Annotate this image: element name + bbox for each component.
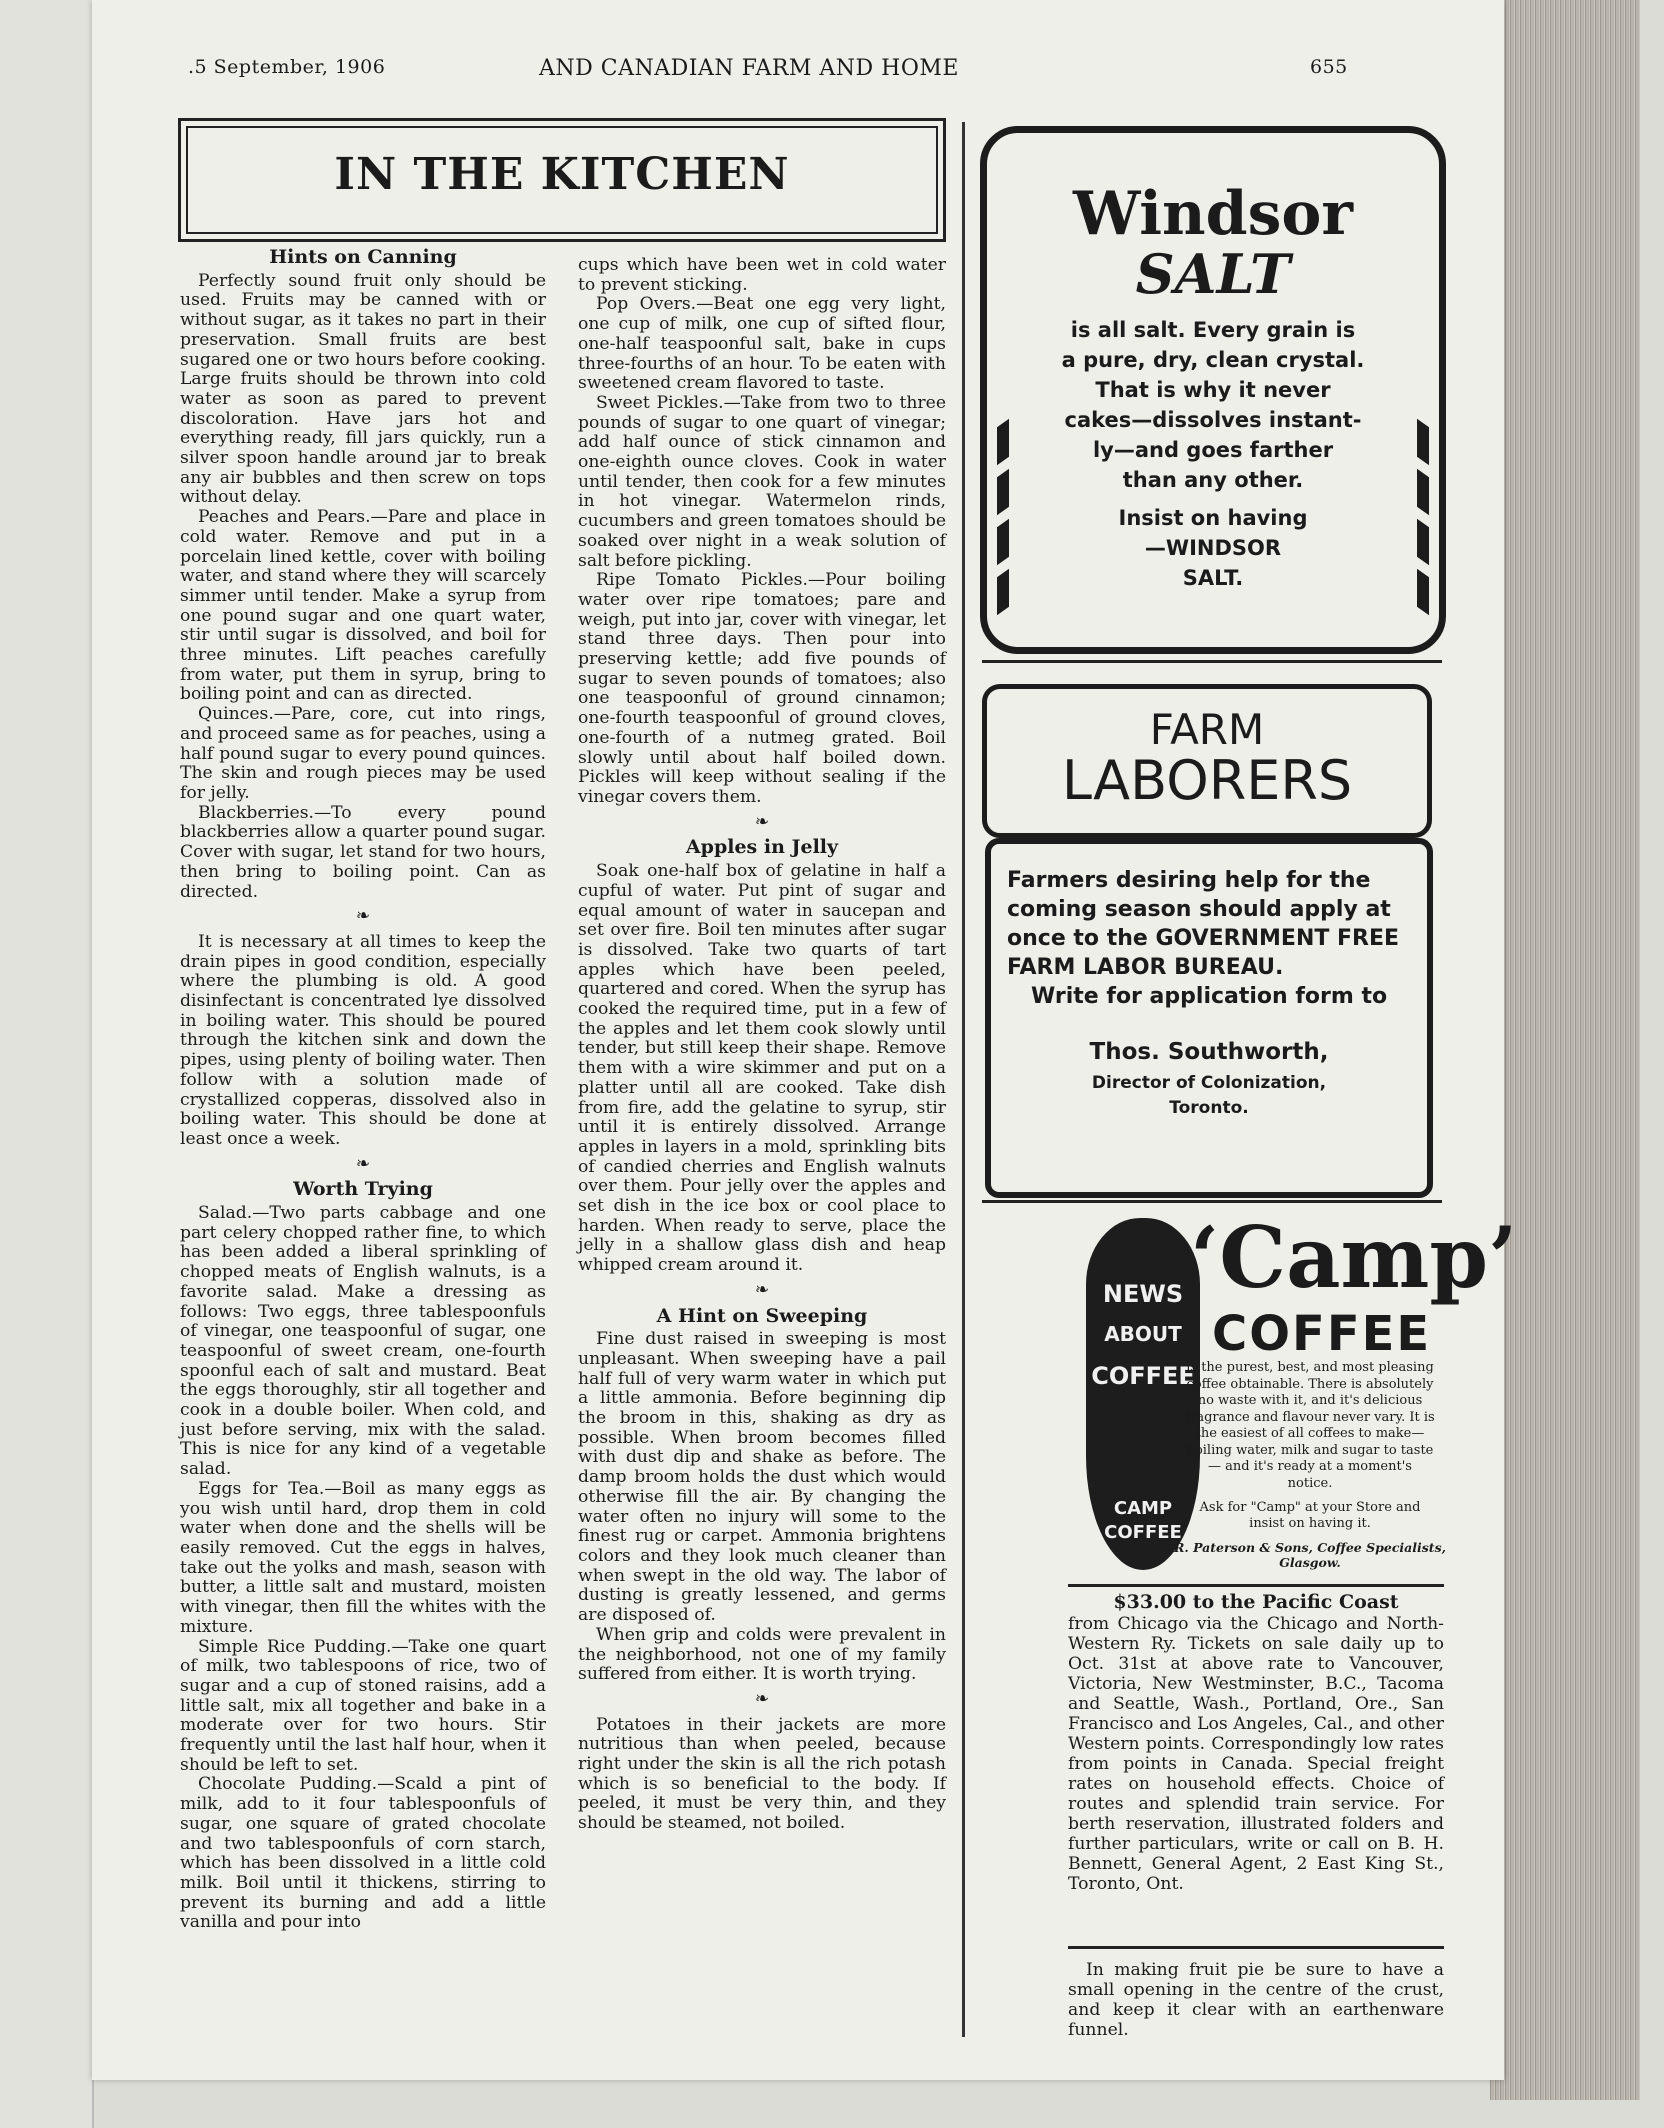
paragraph: Salad.—Two parts cabbage and one part celery chopped rather fine, to which has been added a liberal sprinkling of chopped meats of English walnuts, is a favorite salad. Make a dressing as follows: Two eggs, three tablespoonfuls of vinegar, one teaspoonful of sugar, one teaspoonful of sweet cream, one-fourth spoonful each of salt and mustard. Beat the eggs thoroughly, stir all together and cook in a double boiler. When cold, and just before serving, mix with the salad. This is nice for any kind of a vegetable salad. xyxy=(180,1203,546,1480)
decorative-stripe xyxy=(997,569,1009,615)
issue-date: .5 September, 1906 xyxy=(188,56,386,78)
farm-title-1: FARM xyxy=(1149,705,1265,754)
farm-contact-role: Director of Colonization, xyxy=(1091,1073,1327,1093)
ornament-icon: ❧ xyxy=(754,811,770,832)
paragraph: Blackberries.—To every pound blackberries allow a quarter pound sugar. Cover with sugar, let stand for two hours, then bring to boiling point. Can as directed. xyxy=(180,802,546,902)
camp-ask: Ask for "Camp" at your Store and insist on having it. xyxy=(1199,1500,1421,1531)
paragraph: When grip and colds were prevalent in the neighborhood, not one of my family suffered from either. It is worth trying. xyxy=(578,1624,946,1685)
farm-body xyxy=(1007,866,1409,1011)
farm-contact-name: Thos. Southworth, xyxy=(1089,1039,1329,1065)
decorative-stripe xyxy=(997,469,1009,515)
ad-divider xyxy=(1068,1946,1444,1949)
ad-divider xyxy=(1068,1584,1444,1587)
farm-body-text: Farmers desiring help for the coming season should apply at once to the GOVERNMENT FREE FARM LABOR BUREAU. xyxy=(1007,868,1400,980)
decorative-stripe xyxy=(997,519,1009,565)
paragraph: Eggs for Tea.—Boil as many eggs as you wish until hard, drop them in cold water when done and the shells will be easily removed. Cut the eggs in halves, take out the yolks and mash, season with butter, a little salt and mustard, moisten with vinegar, then fill the whites with the mixture. xyxy=(180,1478,546,1637)
paragraph: Peaches and Pears.—Pare and place in cold water. Remove and put in a porcelain lined kettle, cover with boiling water, and stand where they will scarcely simmer until tender. Make a syrup from one pound sugar and one quart water, stir until sugar is dissolved, and boil for three minutes. Lift peaches carefully from water, put them in syrup, bring to boiling point and can as directed. xyxy=(180,507,546,705)
paragraph: It is necessary at all times to keep the drain pipes in good condition, especially where the plumbing is old. A good disinfectant is concentrated lye dissolved in boiling water. This should be poured through the kitchen sink and down the pipes, using plenty of boiling water. Then follow with a solution made of crystallized copperas, dissolved also in boiling water. This should be done at least once a week. xyxy=(180,931,546,1149)
camp-copy: is the purest, best, and most pleasing coffee obtainable. There is absolutely no waste with it, and it's delicious fragrance and flavour never vary. It is the easiest of all coffees to make—boiling water, milk and sugar to taste — and it's ready at a moment's notice. xyxy=(1185,1360,1435,1491)
ad-divider xyxy=(982,1200,1442,1203)
ad-line: Insist on having xyxy=(1118,506,1308,530)
bottle-label: COFFEE xyxy=(1104,1522,1182,1543)
page-number: 655 xyxy=(1310,56,1348,78)
paragraph: Chocolate Pudding.—Scald a pint of milk, add to it four tablespoonfuls of sugar, one square of grated chocolate and two tablespoonfuls of corn starch, which has been dissolved in a little cold milk. Boil until it thickens, stirring to prevent its burning and add a little vanilla and pour into xyxy=(180,1774,546,1933)
paragraph: Perfectly sound fruit only should be used. Fruits may be canned with or without sugar, as it takes no part in their preservation. Small fruits are best sugared one or two hours before cooking. Large fruits should be thrown into cold water as soon as pared to prevent discoloration. Have jars hot and everything ready, fill jars quickly, run a silver spoon handle around jar to break any air bubbles and then screw on tops without delay. xyxy=(180,270,546,508)
pie-tip: In making fruit pie be sure to have a small opening in the centre of the crust, and keep it clear with an earthenware funnel. xyxy=(1068,1960,1444,2040)
farm-write-text: Write for application form to xyxy=(1031,984,1388,1009)
windsor-brand: Windsor xyxy=(1072,179,1354,249)
section-header-box xyxy=(178,118,946,242)
bottle-text: NEWS xyxy=(1102,1280,1184,1308)
paragraph: Soak one-half box of gelatine in half a cupful of water. Put pint of sugar and equal amount of water in saucepan and set over fire. Boil ten minutes after sugar is dissolved. Take two quarts of tart apples which have been peeled, quartered and cored. When the syrup has cooked the required time, put in a few of the apples and let them cook slowly until tender, but still keep their shape. Remove them with a wire skimmer and put on a platter until all are cooked. Take dish from fire, add the gelatine to syrup, stir until it is entirely dissolved. Arrange apples in layers in a mold, sprinkling bits of candied cherries and English walnuts over them. Pour jelly over the apples and set dish in the ice box or cool place to harden. When ready to serve, place the jelly in a shallow glass dish and heap whipped cream around it. xyxy=(578,861,946,1276)
ad-line: is all salt. Every grain is xyxy=(1070,318,1356,342)
paragraph: cups which have been wet in cold water to prevent sticking. xyxy=(578,255,946,295)
newspaper-page xyxy=(92,0,1518,2080)
hints-on-canning-heading: Hints on Canning xyxy=(269,246,457,268)
bottle-label: CAMP xyxy=(1113,1498,1173,1519)
decorative-stripe xyxy=(1417,569,1429,615)
bottle-text: COFFEE xyxy=(1091,1362,1195,1390)
paragraph: Potatoes in their jackets are more nutritious than when peeled, because right under the skin is all the rich potash which is so beneficial to the body. If peeled, it must be very thin, and they should be steamed, not boiled. xyxy=(578,1714,946,1834)
bottle-text: ABOUT xyxy=(1104,1322,1182,1346)
windsor-product: SALT xyxy=(1135,242,1291,306)
paragraph: Sweet Pickles.—Take from two to three pounds of sugar to one quart of vinegar; add half ounce of stick cinnamon and one-eighth ounce cloves. Cook in water until tender, then cook for a few minutes in hot vinegar. Watermelon rinds, cucumbers and green tomatoes should be soaked over night in a weak solution of salt before pickling. xyxy=(578,392,946,571)
ad-line: SALT. xyxy=(1182,566,1244,590)
publication-title: AND CANADIAN FARM AND HOME xyxy=(539,56,959,81)
paragraph: Quinces.—Pare, core, cut into rings, and proceed same as for peaches, using a half pound sugar to every pound quinces. The skin and rough pieces may be used for jelly. xyxy=(180,704,546,803)
camp-title: ‘Camp’ xyxy=(1190,1208,1518,1307)
farm-laborers-body-box xyxy=(985,838,1433,1198)
pacific-title: $33.00 to the Pacific Coast xyxy=(1113,1591,1399,1613)
pacific-coast-notice xyxy=(1068,1592,1444,1894)
paragraph: Simple Rice Pudding.—Take one quart of milk, two tablespoons of rice, two of sugar and a cup of stoned raisins, add a little salt, mix all together and bake in a moderate over for two hours. Stir frequently until the last half hour, when it should be left to set. xyxy=(180,1636,546,1775)
ornament-icon: ❧ xyxy=(754,1279,770,1300)
paragraph: Pop Overs.—Beat one egg very light, one cup of milk, one cup of sifted flour, one-half teaspoonful salt, bake in cups three-fourths of an hour. To be eaten with sweetened cream flavored to taste. xyxy=(578,294,946,394)
windsor-salt-ad xyxy=(980,126,1446,654)
ad-line: ly—and goes farther xyxy=(1092,438,1334,462)
hint-on-sweeping-heading: A Hint on Sweeping xyxy=(656,1304,868,1327)
ad-line: That is why it never xyxy=(1095,378,1331,402)
decorative-stripe xyxy=(1417,419,1429,465)
decorative-stripe xyxy=(997,419,1009,465)
windsor-copy xyxy=(1037,315,1389,593)
ad-line: than any other. xyxy=(1122,468,1304,492)
ad-line: cakes—dissolves instant- xyxy=(1064,408,1362,432)
ad-divider xyxy=(982,660,1442,663)
ad-line: —WINDSOR xyxy=(1144,536,1282,560)
farm-laborers-title-box xyxy=(982,684,1432,838)
decorative-stripe xyxy=(1417,469,1429,515)
facing-page-edge xyxy=(0,0,94,2128)
book-page-edges xyxy=(1490,0,1640,2100)
paragraph: Fine dust raised in sweeping is most unpleasant. When sweeping have a pail half full of very warm water in which put a little ammonia. Before beginning dip the broom in this, shaking as dry as possible. When broom becomes filled with dust dip and shake as before. The damp broom holds the dust which would otherwise fill the air. By changing the water often no injury will some to the finest rug or carpet. Ammonia brightens colors and they look much cleaner than when swept in the old way. The labor of dusting is greatly lessened, and germs are disposed of. xyxy=(578,1329,946,1626)
pacific-body: from Chicago via the Chicago and North-Western Ry. Tickets on sale daily up to Oct. 31st at above rate to Vancouver, Victoria, New Westminster, B.C., Tacoma and Seattle, Wash., Portland, Ore., San Francisco and Los Angeles, Cal., and other Western points. Correspondingly low rates from points in Canada. Special freight rates on household effects. Choice of routes and splendid train service. For berth reservation, illustrated folders and further particulars, write or call on B. H. Bennett, General Agent, 2 East King St., Toronto, Ont. xyxy=(1068,1614,1444,1894)
article-column-2 xyxy=(578,256,946,1834)
ornament-icon: ❧ xyxy=(355,1153,371,1174)
coffee-bottle-icon xyxy=(1086,1218,1200,1570)
worth-trying-heading: Worth Trying xyxy=(293,1178,433,1201)
apples-in-jelly-heading: Apples in Jelly xyxy=(685,836,839,859)
farm-title-2: LABORERS xyxy=(1061,749,1353,812)
camp-subtitle: COFFEE xyxy=(1212,1306,1432,1362)
section-title: IN THE KITCHEN xyxy=(334,149,790,200)
paragraph: Ripe Tomato Pickles.—Pour boiling water over ripe tomatoes; pare and weigh, put into jar, cover with vinegar, let stand three days. Then pour into preserving kettle; add five pounds of sugar to seven pounds of tomatoes; also one teaspoonful of ground cinnamon; one-fourth teaspoonful of ground cloves, one-fourth of a nutmeg grated. Boil slowly until about half boiled down. Pickles will keep without sealing if the vinegar covers them. xyxy=(578,570,946,807)
ad-line: a pure, dry, clean crystal. xyxy=(1061,348,1365,372)
ornament-icon: ❧ xyxy=(754,1688,770,1709)
decorative-stripe xyxy=(1417,519,1429,565)
ornament-icon: ❧ xyxy=(355,906,371,927)
article-column-1 xyxy=(180,246,546,1933)
farm-contact-city: Toronto. xyxy=(1169,1098,1249,1118)
column-divider xyxy=(962,122,965,2037)
camp-maker: R. Paterson & Sons, Coffee Specialists, Glasgow. xyxy=(1174,1540,1446,1570)
